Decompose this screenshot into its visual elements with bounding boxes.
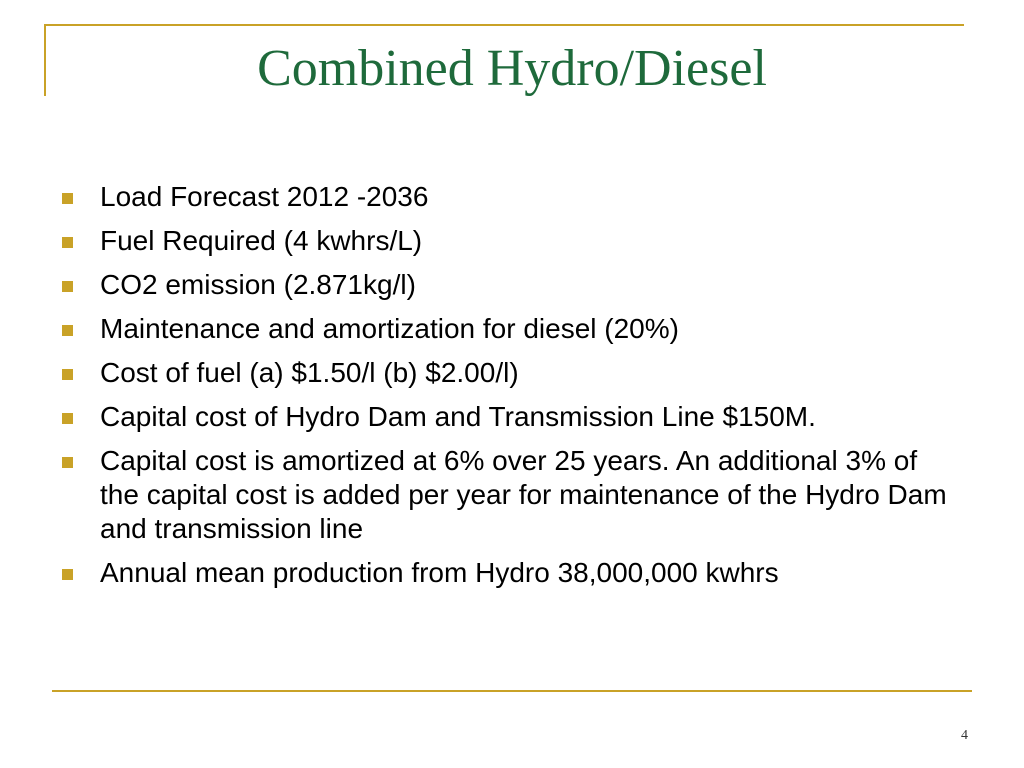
frame-bottom-rule <box>52 690 972 692</box>
square-bullet-icon <box>62 325 73 336</box>
bullet-item <box>62 444 962 546</box>
square-bullet-icon <box>62 369 73 380</box>
bullet-text: Load Forecast 2012 -2036 <box>100 181 429 212</box>
slide-title: Combined Hydro/Diesel <box>257 40 767 97</box>
square-bullet-icon <box>62 457 73 468</box>
bullet-item <box>62 356 962 390</box>
square-bullet-icon <box>62 569 73 580</box>
square-bullet-icon <box>62 413 73 424</box>
bullet-text: Capital cost is amortized at 6% over 25 years. An additional 3% of the capital cost is added per year for maintenance of the Hydro Dam and transmission line <box>100 445 947 544</box>
bullet-item <box>62 180 962 214</box>
bullet-list <box>62 180 962 600</box>
square-bullet-icon <box>62 237 73 248</box>
bullet-text: Fuel Required (4 kwhrs/L) <box>100 225 423 256</box>
bullet-text: Maintenance and amortization for diesel (20%) <box>100 313 679 344</box>
bullet-item <box>62 556 962 590</box>
bullet-item <box>62 268 962 302</box>
bullet-item <box>62 400 962 434</box>
square-bullet-icon <box>62 281 73 292</box>
bullet-item <box>62 224 962 258</box>
bullet-text: Cost of fuel (a) $1.50/l (b) $2.00/l) <box>100 357 519 388</box>
bullet-item <box>62 312 962 346</box>
bullet-text: Capital cost of Hydro Dam and Transmission Line $150M. <box>100 401 816 432</box>
square-bullet-icon <box>62 193 73 204</box>
frame-top-rule <box>44 24 964 26</box>
bullet-text: CO2 emission (2.871kg/l) <box>100 269 416 300</box>
page-number: 4 <box>961 728 968 743</box>
bullet-text: Annual mean production from Hydro 38,000,000 kwhrs <box>100 557 779 588</box>
